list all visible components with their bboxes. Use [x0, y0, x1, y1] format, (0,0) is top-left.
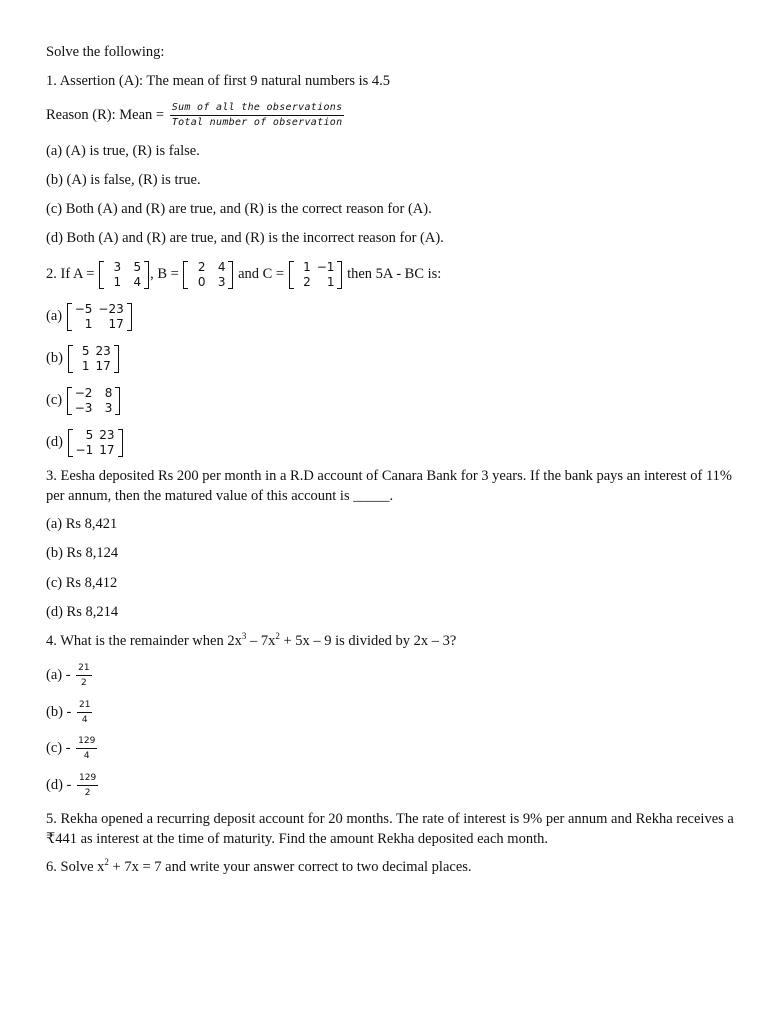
- matrix-cell: −5: [74, 301, 93, 316]
- q2-option-label: (b): [46, 350, 63, 366]
- q4-option-c: [46, 733, 99, 763]
- q3-option-c: (c) Rs 8,412: [46, 575, 118, 591]
- q4-option-fraction: [76, 662, 91, 689]
- q2-option-matrix: [68, 428, 123, 458]
- q4-option-label: (b) -: [46, 704, 72, 720]
- matrix-b: [183, 260, 233, 290]
- q2-sep-c: and C =: [238, 266, 285, 282]
- q4-option-fraction: [76, 735, 97, 762]
- q4-option-d: [46, 770, 100, 800]
- q4-stem: [46, 632, 456, 650]
- matrix-c-cell: −1: [316, 259, 335, 274]
- matrix-cell: 8: [104, 385, 113, 400]
- q2-option-label: (c): [46, 392, 63, 408]
- fraction-denominator: 2: [81, 678, 87, 689]
- q2-option-matrix: [67, 386, 121, 416]
- q6-stem-part: 6. Solve x: [46, 859, 105, 875]
- q1-reason-prefix: Reason (R): Mean =: [46, 107, 165, 123]
- fraction-numerator: 129: [77, 772, 98, 786]
- fraction-numerator: 129: [76, 735, 97, 749]
- q2-option-label: (a): [46, 308, 63, 324]
- matrix-b-cell: 4: [217, 259, 226, 274]
- q2-sep-b: , B =: [150, 266, 179, 282]
- q1-fraction-denominator: Total number of observation: [171, 117, 343, 129]
- matrix-cell: 5: [85, 427, 94, 442]
- q2-option-matrix: [68, 344, 119, 374]
- q4-option-b: [46, 697, 94, 727]
- fraction-numerator: 21: [77, 699, 92, 713]
- fraction-denominator: 4: [81, 715, 88, 726]
- matrix-cell: −3: [74, 400, 93, 415]
- matrix-c-cell: 1: [326, 274, 335, 289]
- fraction-denominator: 2: [84, 788, 91, 799]
- fraction-denominator: 4: [83, 751, 90, 762]
- matrix-b-cell: 0: [197, 274, 206, 289]
- q4-option-fraction: [77, 699, 92, 726]
- q5-stem: 5. Rekha opened a recurring deposit account for 20 months. The rate of interest is 9% per annum and Rekha receives a ₹441 as interest at the time of maturity. Find the amount Rekha deposited each month.: [46, 811, 734, 847]
- q2-suffix: then 5A - BC is:: [347, 266, 442, 282]
- fraction-numerator: 21: [76, 662, 91, 676]
- q2-option-matrix: [67, 302, 132, 332]
- q2-option-b: [46, 341, 120, 375]
- matrix-cell: −23: [98, 301, 124, 316]
- q4-stem-part: – 7x: [246, 633, 276, 649]
- q2-option-label: (d): [46, 434, 63, 450]
- matrix-a-cell: 3: [113, 259, 122, 274]
- q1-option-d: (d) Both (A) and (R) are true, and (R) is the incorrect reason for (A).: [46, 230, 444, 246]
- matrix-a: [99, 260, 149, 290]
- matrix-cell: −2: [74, 385, 93, 400]
- matrix-cell: 1: [84, 316, 93, 331]
- matrix-cell: 5: [81, 343, 90, 358]
- matrix-cell: 3: [104, 400, 113, 415]
- q4-stem-part: + 5x – 9 is divided by 2x – 3?: [279, 633, 457, 649]
- matrix-cell: 23: [95, 343, 111, 358]
- q4-option-label: (d) -: [46, 777, 72, 793]
- q4-stem-part: 4. What is the remainder when 2x: [46, 633, 242, 649]
- q3-option-b: (b) Rs 8,124: [46, 545, 119, 561]
- matrix-cell: 1: [81, 358, 90, 373]
- q4-option-a: [46, 660, 94, 690]
- matrix-a-cell: 4: [133, 274, 142, 289]
- q1-reason: [46, 100, 346, 130]
- matrix-c-cell: 2: [303, 274, 311, 289]
- q1-mean-fraction: [170, 102, 345, 129]
- q6-stem: [46, 858, 472, 876]
- q2-option-a: [46, 299, 133, 333]
- q2-stem: [46, 257, 441, 291]
- q6-exponent: 2: [104, 857, 109, 868]
- worksheet-heading: Solve the following:: [46, 44, 165, 60]
- matrix-c-cell: 1: [303, 259, 311, 274]
- matrix-cell: 17: [99, 442, 115, 457]
- q3-option-d: (d) Rs 8,214: [46, 604, 119, 620]
- q1-option-c: (c) Both (A) and (R) are true, and (R) is the correct reason for (A).: [46, 201, 432, 217]
- matrix-cell: 17: [95, 358, 111, 373]
- matrix-cell: −1: [75, 442, 94, 457]
- matrix-b-cell: 2: [197, 259, 206, 274]
- matrix-c: [289, 260, 343, 290]
- matrix-cell: 17: [108, 316, 124, 331]
- q4-exponent: 2: [275, 631, 280, 642]
- matrix-cell: 23: [99, 427, 115, 442]
- q1-option-b: (b) (A) is false, (R) is true.: [46, 172, 201, 188]
- q3-option-a: (a) Rs 8,421: [46, 516, 118, 532]
- q4-option-label: (c) -: [46, 740, 71, 756]
- q1-assertion: 1. Assertion (A): The mean of first 9 natural numbers is 4.5: [46, 73, 391, 89]
- matrix-b-cell: 3: [217, 274, 226, 289]
- q2-option-c: [46, 383, 121, 417]
- q1-option-a: (a) (A) is true, (R) is false.: [46, 143, 200, 159]
- q2-prefix: 2. If A =: [46, 266, 95, 282]
- q3-stem: 3. Eesha deposited Rs 200 per month in a R.D account of Canara Bank for 3 years. If the bank pays an interest of 11% per annum, then the matured value of this account is _____.: [46, 468, 733, 504]
- q2-option-d: [46, 425, 124, 459]
- q1-fraction-numerator: Sum of all the observations: [170, 102, 345, 116]
- q4-option-label: (a) -: [46, 667, 71, 683]
- q6-stem-part: + 7x = 7 and write your answer correct to two decimal places.: [108, 859, 472, 875]
- matrix-a-cell: 5: [133, 259, 142, 274]
- q4-option-fraction: [77, 772, 98, 799]
- matrix-a-cell: 1: [113, 274, 122, 289]
- q4-exponent: 3: [241, 631, 247, 642]
